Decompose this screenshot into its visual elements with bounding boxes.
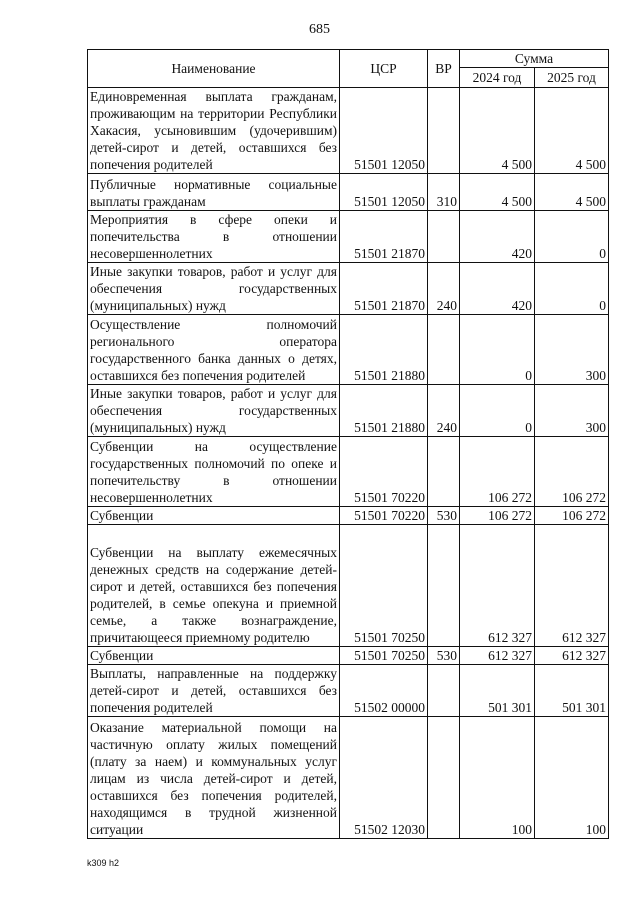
budget-table <box>87 49 609 839</box>
table-row <box>88 647 609 665</box>
table-row <box>88 437 609 507</box>
footer-code: k309 h2 <box>87 858 120 868</box>
row-sum-2024: 106 272 <box>460 437 535 507</box>
row-sum-2025: 106 272 <box>535 437 609 507</box>
row-csr: 51501 70250 <box>340 525 428 647</box>
row-vr <box>428 665 460 717</box>
table-row <box>88 507 609 525</box>
row-name: Выплаты, направленные на поддержку детей-сирот и детей, оставшихся без попечения родителей <box>88 665 340 717</box>
row-sum-2024: 420 <box>460 211 535 263</box>
row-sum-2025: 612 327 <box>535 647 609 665</box>
row-name: Мероприятия в сфере опеки и попечительства в отношении несовершеннолетних <box>88 211 340 263</box>
row-name: Публичные нормативные социальные выплаты гражданам <box>88 174 340 211</box>
row-vr <box>428 315 460 385</box>
row-vr: 240 <box>428 385 460 437</box>
row-vr: 240 <box>428 263 460 315</box>
table-row <box>88 88 609 174</box>
page-number: 685 <box>309 22 330 37</box>
row-sum-2025: 100 <box>535 717 609 839</box>
row-vr <box>428 717 460 839</box>
table-row <box>88 315 609 385</box>
row-csr: 51501 70220 <box>340 507 428 525</box>
row-csr: 51501 21880 <box>340 385 428 437</box>
row-sum-2024: 106 272 <box>460 507 535 525</box>
row-sum-2025: 300 <box>535 385 609 437</box>
row-sum-2025: 300 <box>535 315 609 385</box>
row-sum-2024: 501 301 <box>460 665 535 717</box>
row-name: Субвенции на осуществление государственных полномочий по опеке и попечительству в отношении несовершеннолетних <box>88 437 340 507</box>
row-name: Иные закупки товаров, работ и услуг для обеспечения государственных (муниципальных) нужд <box>88 263 340 315</box>
row-csr: 51501 70250 <box>340 647 428 665</box>
row-name: Оказание материальной помощи на частичную оплату жилых помещений (плату за наем) и коммунальных услуг лицам из числа детей-сирот и детей, оставшихся без попечения родителей, находящимся в трудной жизненной ситуации <box>88 717 340 839</box>
row-name: Субвенции <box>88 507 340 525</box>
row-csr: 51502 00000 <box>340 665 428 717</box>
row-csr: 51501 12050 <box>340 88 428 174</box>
header-sum: Сумма <box>460 50 609 68</box>
header-vr: ВР <box>428 50 460 88</box>
row-csr: 51501 12050 <box>340 174 428 211</box>
row-sum-2025: 4 500 <box>535 88 609 174</box>
row-csr: 51501 21880 <box>340 315 428 385</box>
row-csr: 51501 21870 <box>340 211 428 263</box>
row-name: Иные закупки товаров, работ и услуг для обеспечения государственных (муниципальных) нужд <box>88 385 340 437</box>
row-sum-2025: 0 <box>535 263 609 315</box>
table-row <box>88 174 609 211</box>
row-csr: 51502 12030 <box>340 717 428 839</box>
row-vr <box>428 211 460 263</box>
row-sum-2025: 106 272 <box>535 507 609 525</box>
row-sum-2024: 4 500 <box>460 174 535 211</box>
row-csr: 51501 70220 <box>340 437 428 507</box>
row-vr <box>428 525 460 647</box>
row-name: Субвенции на выплату ежемесячных денежных средств на содержание детей-сирот и детей, оставшихся без попечения родителей, в семье опекуна и приемной семье, а также вознаграждение, причитающееся приемному родителю <box>88 525 340 647</box>
row-sum-2025: 4 500 <box>535 174 609 211</box>
table-row <box>88 211 609 263</box>
row-vr <box>428 88 460 174</box>
row-sum-2024: 0 <box>460 315 535 385</box>
row-csr: 51501 21870 <box>340 263 428 315</box>
row-sum-2025: 0 <box>535 211 609 263</box>
row-vr: 310 <box>428 174 460 211</box>
header-csr: ЦСР <box>340 50 428 88</box>
table-row <box>88 385 609 437</box>
header-name: Наименование <box>88 50 340 88</box>
row-name: Осуществление полномочий регионального оператора государственного банка данных о детях, оставшихся без попечения родителей <box>88 315 340 385</box>
row-sum-2025: 612 327 <box>535 525 609 647</box>
row-sum-2024: 4 500 <box>460 88 535 174</box>
table-row <box>88 263 609 315</box>
table-row <box>88 525 609 647</box>
row-name: Единовременная выплата гражданам, проживающим на территории Республики Хакасия, усыновившим (удочерившим) детей-сирот и детей, оставшихся без попечения родителей <box>88 88 340 174</box>
header-year-2024: 2024 год <box>460 68 535 88</box>
row-name: Субвенции <box>88 647 340 665</box>
row-vr: 530 <box>428 647 460 665</box>
row-sum-2025: 501 301 <box>535 665 609 717</box>
row-sum-2024: 612 327 <box>460 647 535 665</box>
table-row <box>88 665 609 717</box>
table-row <box>88 717 609 839</box>
row-sum-2024: 0 <box>460 385 535 437</box>
row-vr: 530 <box>428 507 460 525</box>
row-sum-2024: 100 <box>460 717 535 839</box>
header-year-2025: 2025 год <box>535 68 609 88</box>
row-sum-2024: 612 327 <box>460 525 535 647</box>
row-sum-2024: 420 <box>460 263 535 315</box>
row-vr <box>428 437 460 507</box>
